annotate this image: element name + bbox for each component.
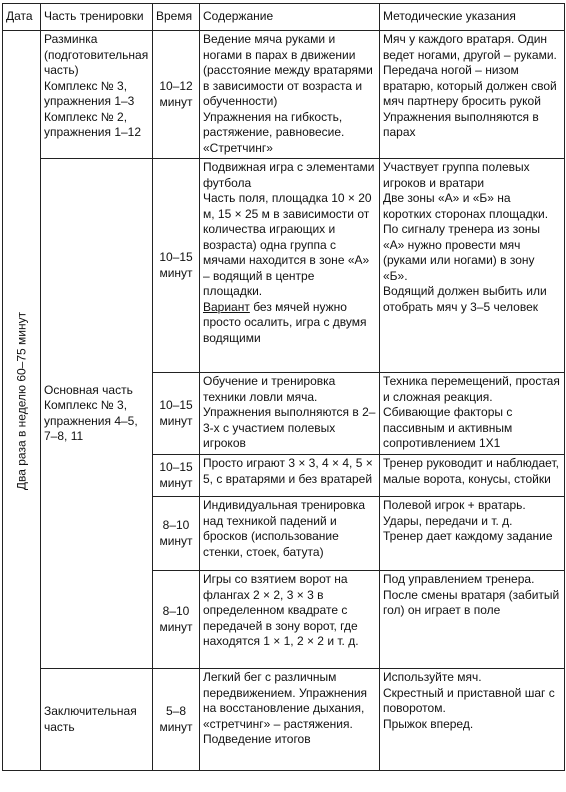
notes-text: После смены вратаря (забитый гол) он играет в поле [383,587,560,617]
notes-cell [380,669,565,771]
time-cell: 8–10 минут [153,497,200,571]
notes-text: Скрестный и приставной шаг с поворотом. [383,685,555,715]
header-date: Дата [3,4,41,31]
notes-text: Прыжок вперед. [383,716,474,731]
content-cell [200,497,380,571]
part-cell [41,669,153,771]
notes-text: Водящий должен выбить или отобрать мяч у 3–5 человек [383,284,547,314]
notes-cell [380,159,565,373]
notes-cell [380,31,565,159]
variant-text: без мячей нужно просто осалить, игра с двумя водящими [203,299,367,345]
part-text: Основная часть Комплекс № 3, упражнения 4–5, 7–8, 11 [44,382,138,443]
time-cell: 5–8 минут [153,669,200,771]
time-cell: 8–10 минут [153,571,200,669]
content-text: Индивидуальная тренировка над техникой падений и бросков (использование стенки, стоек, батута) [203,498,366,559]
notes-text: Две зоны «А» и «Б» на коротких сторонах площадки. [383,191,549,221]
content-text: Обучение и тренировка техники ловли мяча. Упражнения выполняются в 2–3-х с участием полевых игроков [203,374,376,450]
content-cell [200,571,380,669]
time-cell: 10–15 минут [153,159,200,373]
part-text: Комплекс № 3, упражнения 1–3 [44,78,135,108]
table-row [3,159,565,373]
notes-text: Полевой игрок + вратарь. [383,498,526,512]
training-plan-table [2,3,565,771]
notes-text: Мяч у каждого вратаря. Один ведет ногами, другой – руками. Передача ногой – низом вратарю, который должен свой мяч партнеру бросить рукой [383,32,557,108]
content-cell [200,455,380,497]
notes-text: Удары, передачи и т. д. [383,513,513,528]
content-cell [200,373,380,455]
variant-label: Вариант [203,299,250,314]
content-text: Подвижная игра с элементами футбола [203,160,375,190]
content-text: Часть поля, площадка 10 × 20 м, 15 × 25 м в зависимости от количества играющих и возраста) одна группа с мячами находится в зоне «А» – водящий в центре площадки. [203,191,372,298]
date-cell [3,31,41,771]
content-cell [200,669,380,771]
content-text: Просто играют 3 × 3, 4 × 4, 5 × 5, с вратарями и без вратарей [203,456,373,486]
notes-cell [380,497,565,571]
content-text: Ведение мяча руками и ногами в парах в движении (расстояние между вратарями в зависимости от возраста и обученности) [203,32,373,108]
time-cell: 10–15 минут [153,455,200,497]
content-cell [200,31,380,159]
content-variant [203,300,376,347]
part-text: Разминка (подготовительная часть) [44,32,149,77]
notes-cell [380,373,565,455]
content-text: Подведение итогов [203,732,311,746]
header-part: Часть тренировки [41,4,153,31]
notes-text: Используйте мяч. [383,670,482,684]
table-row [3,31,565,159]
time-cell: 10–15 минут [153,373,200,455]
notes-text: Тренер руководит и наблюдает, малые ворота, конусы, стойки [383,456,559,486]
header-row [3,4,565,31]
table-row [3,669,565,771]
date-label: Два раза в неделю 60–75 минут [13,311,28,490]
notes-cell [380,455,565,497]
part-text: Заключительная часть [44,704,137,734]
content-cell [200,159,380,373]
header-time: Время [153,4,200,31]
notes-text: Тренер дает каждому задание [383,529,553,543]
notes-cell [380,571,565,669]
content-text: Легкий бег с различным передвижением. Упражнения на восстановление дыхания, «стретчинг» – растяжения. [203,670,368,731]
notes-text: Техника перемещений, простая и сложная реакция. Сбивающие факторы с пассивным и активным сопротивлением 1Х1 [383,374,560,450]
notes-text: Под управлением тренера. [383,572,535,586]
content-text: Упражнения на гибкость, растяжение, равновесие. «Стретчинг» [203,109,345,155]
part-text: Комплекс № 2, упражнения 1–12 [44,109,142,139]
header-notes: Методические указания [380,4,565,31]
header-content: Содержание [200,4,380,31]
notes-text: По сигналу тренера из зоны «А» нужно провести мяч (руками или ногами) в зону «Б». [383,222,541,283]
notes-text: Участвует группа полевых игроков и вратари [383,160,530,190]
part-cell [41,31,153,159]
time-cell: 10–12 минут [153,31,200,159]
part-cell [41,159,153,669]
content-text: Игры со взятием ворот на флангах 2 × 2, 3 × 3 в определенном квадрате с передачей в зону ворот, где находятся 1 × 1, 2 × 2 и т. д. [203,572,359,648]
notes-text: Упражнения выполняются в парах [383,109,539,139]
